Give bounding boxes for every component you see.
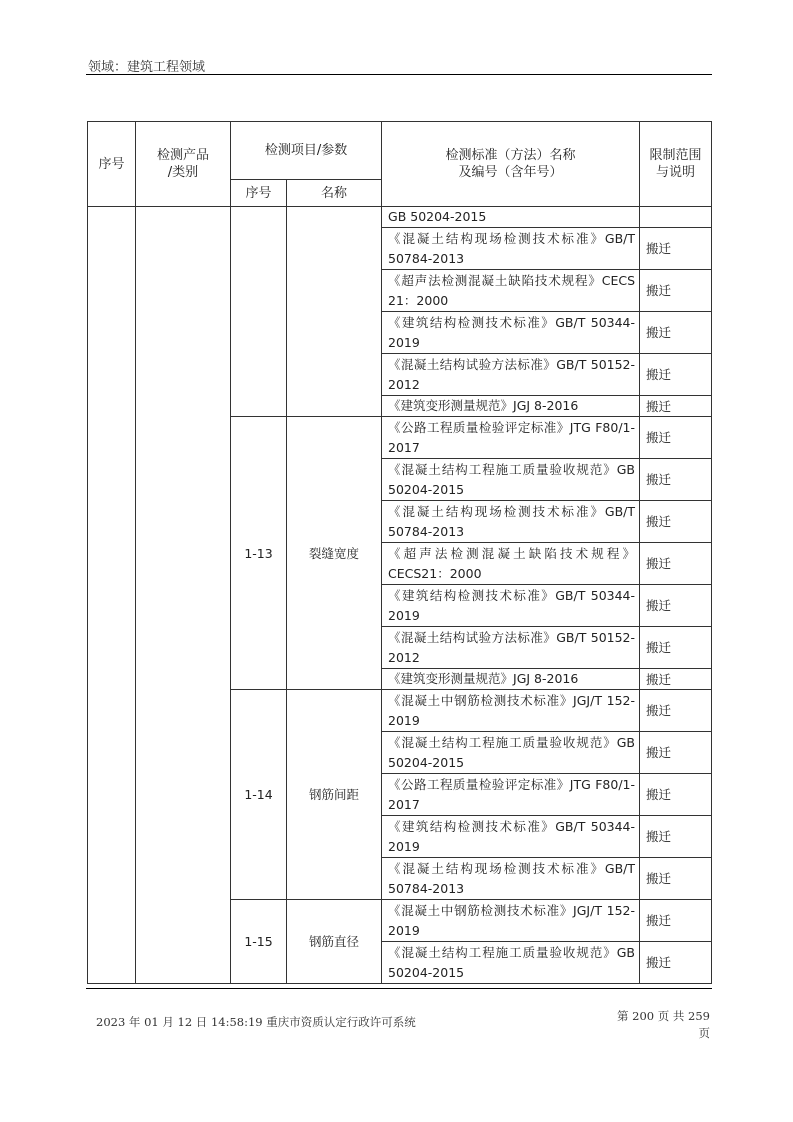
limit-cell: 搬迁: [640, 900, 712, 942]
limit-cell: 搬迁: [640, 690, 712, 732]
limit-cell: 搬迁: [640, 669, 712, 690]
standard-cell: 《混凝土结构试验方法标准》GB/T 50152-2012: [382, 627, 640, 669]
item-seq-cell: 1-13: [231, 417, 287, 690]
standard-cell: 《建筑结构检测技术标准》GB/T 50344-2019: [382, 816, 640, 858]
header-standard: 检测标准（方法）名称 及编号（含年号）: [382, 122, 640, 207]
standard-cell: 《超声法检测混凝土缺陷技术规程》CECS21：2000: [382, 543, 640, 585]
standard-cell: 《混凝土结构现场检测技术标准》GB/T 50784-2013: [382, 228, 640, 270]
scope-table: [87, 121, 712, 984]
item-name-cell: 钢筋直径: [287, 900, 382, 984]
standard-cell: GB 50204-2015: [382, 207, 640, 228]
standard-cell: 《混凝土结构工程施工质量验收规范》GB 50204-2015: [382, 942, 640, 984]
footer-timestamp-system: 2023 年 01 月 12 日 14:58:19 重庆市资质认定行政许可系统: [96, 1015, 416, 1029]
footer-page-number: 第 200 页 共 259 页: [616, 1009, 710, 1040]
standard-cell: 《混凝土中钢筋检测技术标准》JGJ/T 152-2019: [382, 690, 640, 732]
item-seq-cell: 1-15: [231, 900, 287, 984]
limit-cell: 搬迁: [640, 459, 712, 501]
item-name-cell: 裂缝宽度: [287, 417, 382, 690]
limit-cell: 搬迁: [640, 312, 712, 354]
standard-cell: 《超声法检测混凝土缺陷技术规程》CECS 21：2000: [382, 270, 640, 312]
limit-cell: 搬迁: [640, 816, 712, 858]
standard-cell: 《混凝土中钢筋检测技术标准》JGJ/T 152-2019: [382, 900, 640, 942]
product-category-cell: [136, 207, 231, 984]
header-item-seq: 序号: [231, 180, 287, 207]
standard-cell: 《混凝土结构工程施工质量验收规范》GB 50204-2015: [382, 732, 640, 774]
limit-cell: 搬迁: [640, 942, 712, 984]
limit-cell: 搬迁: [640, 228, 712, 270]
footer-divider: [86, 988, 712, 989]
header-product-category: 检测产品 /类别: [136, 122, 231, 207]
item-name-cell: 钢筋间距: [287, 690, 382, 900]
limit-cell: 搬迁: [640, 501, 712, 543]
limit-cell: 搬迁: [640, 858, 712, 900]
limit-cell: 搬迁: [640, 354, 712, 396]
standard-cell: 《建筑变形测量规范》JGJ 8-2016: [382, 669, 640, 690]
standard-cell: 《建筑结构检测技术标准》GB/T 50344-2019: [382, 585, 640, 627]
standard-cell: 《建筑变形测量规范》JGJ 8-2016: [382, 396, 640, 417]
table-row: [88, 207, 712, 228]
limit-cell: [640, 207, 712, 228]
limit-cell: 搬迁: [640, 543, 712, 585]
standard-cell: 《公路工程质量检验评定标准》JTG F80/1-2017: [382, 774, 640, 816]
limit-cell: 搬迁: [640, 732, 712, 774]
limit-cell: 搬迁: [640, 396, 712, 417]
seq-cell: [88, 207, 136, 984]
header-limit: 限制范围 与说明: [640, 122, 712, 207]
header-item-group: 检测项目/参数: [231, 122, 382, 180]
header-seq: 序号: [88, 122, 136, 207]
standard-cell: 《公路工程质量检验评定标准》JTG F80/1-2017: [382, 417, 640, 459]
standard-cell: 《混凝土结构现场检测技术标准》GB/T 50784-2013: [382, 501, 640, 543]
header-divider: [86, 74, 712, 75]
item-seq-cell: [231, 207, 287, 417]
item-name-cell: [287, 207, 382, 417]
header-item-name: 名称: [287, 180, 382, 207]
standard-cell: 《混凝土结构现场检测技术标准》GB/T 50784-2013: [382, 858, 640, 900]
standard-cell: 《混凝土结构试验方法标准》GB/T 50152-2012: [382, 354, 640, 396]
limit-cell: 搬迁: [640, 417, 712, 459]
limit-cell: 搬迁: [640, 270, 712, 312]
standard-cell: 《建筑结构检测技术标准》GB/T 50344-2019: [382, 312, 640, 354]
standard-cell: 《混凝土结构工程施工质量验收规范》GB 50204-2015: [382, 459, 640, 501]
limit-cell: 搬迁: [640, 774, 712, 816]
limit-cell: 搬迁: [640, 627, 712, 669]
page-header: 领域：建筑工程领域: [88, 60, 206, 75]
limit-cell: 搬迁: [640, 585, 712, 627]
item-seq-cell: 1-14: [231, 690, 287, 900]
